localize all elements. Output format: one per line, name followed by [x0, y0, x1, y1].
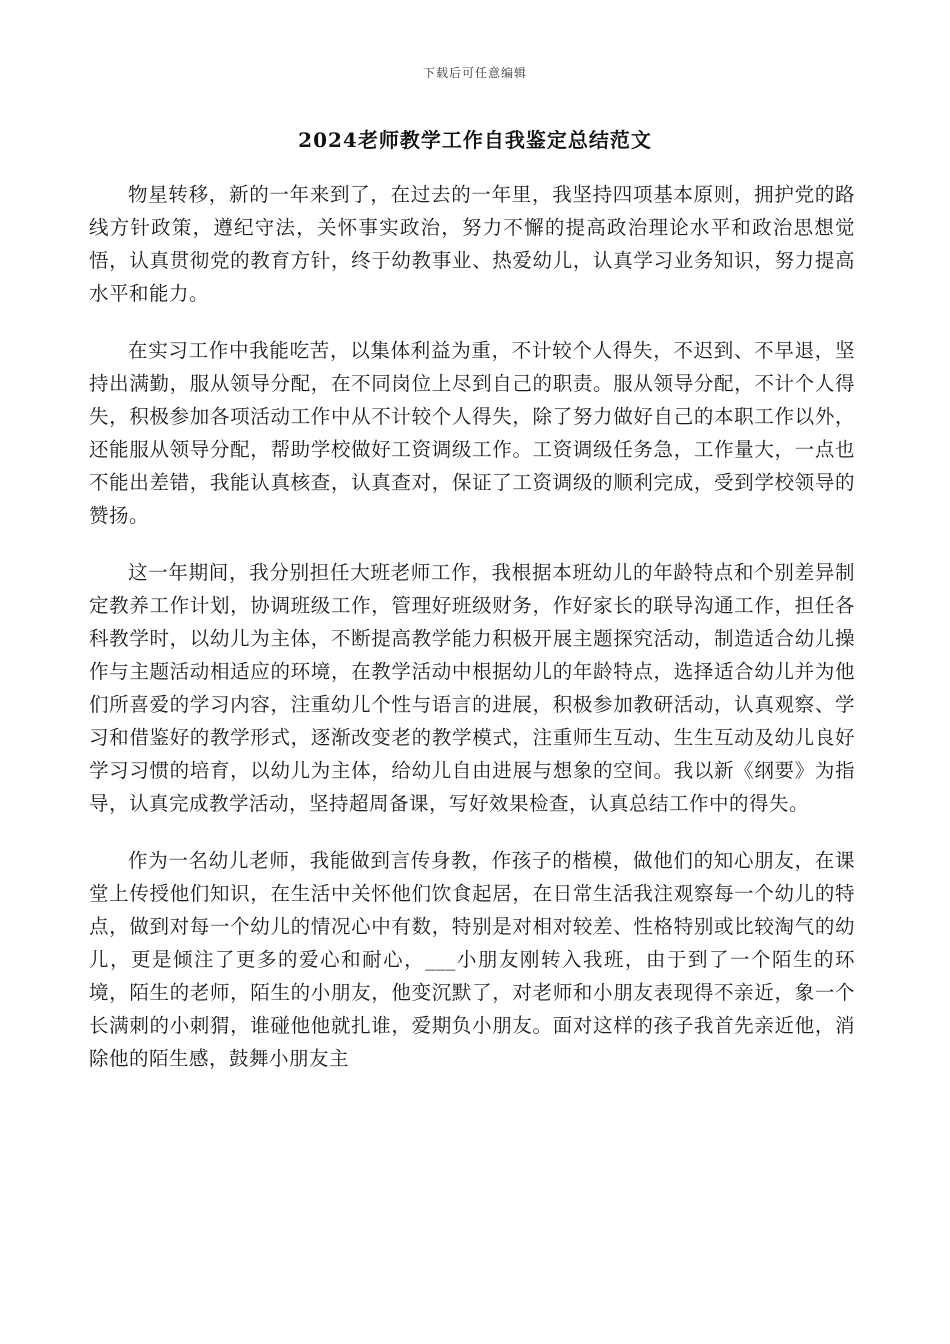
paragraph-4: 作为一名幼儿老师，我能做到言传身教，作孩子的楷模，做他们的知心朋友，在课堂上传授他们知识，在生活中关怀他们饮食起居，在日常生活我注观察每一个幼儿的特点，做到对每一个幼儿的情况心中有数，特别是对相对较差、性格特别或比较淘气的幼儿，更是倾注了更多的爱心和耐心，___小朋友刚转入我班，由于到了一个陌生的环境，陌生的老师，陌生的小朋友，他变沉默了，对老师和小朋友表现得不亲近，象一个长满刺的小刺猬，谁碰他他就扎谁，爱期负小朋友。面对这样的孩子我首先亲近他，消除他的陌生感，鼓舞小朋友主 — [89, 849, 855, 1070]
paragraph-1: 物星转移，新的一年来到了，在过去的一年里，我坚持四项基本原则，拥护党的路线方针政策，遵纪守法，关怀事实政治，努力不懈的提高政治理论水平和政治思想觉悟，认真贯彻党的教育方针，终于幼教事业、热爱幼儿，认真学习业务知识，努力提高水平和能力。 — [89, 183, 855, 305]
document-body — [89, 178, 855, 1099]
document-title: 2024老师教学工作自我鉴定总结范文 — [298, 128, 652, 152]
paragraph-2: 在实习工作中我能吃苦，以集体利益为重，不计较个人得失，不迟到、不早退，坚持出满勤，服从领导分配，在不同岗位上尽到自己的职责。服从领导分配，不计个人得失，积极参加各项活动工作中从不计较个人得失，除了努力做好自己的本职工作以外，还能服从领导分配，帮助学校做好工资调级工作。工资调级任务急，工作量大，一点也不能出差错，我能认真核查，认真查对，保证了工资调级的顺利完成，受到学校领导的赞扬。 — [89, 339, 855, 527]
header-note: 下载后可任意编辑 — [422, 66, 527, 80]
paragraph-3: 这一年期间，我分别担任大班老师工作，我根据本班幼儿的年龄特点和个别差异制定教养工作计划，协调班级工作，管理好班级财务，作好家长的联导沟通工作，担任各科教学时，以幼儿为主体，不断提高教学能力积极开展主题探究活动，制造适合幼儿操作与主题活动相适应的环境，在教学活动中根据幼儿的年龄特点，选择适合幼儿并为他们所喜爱的学习内容，注重幼儿个性与语言的进展，积极参加教研活动，认真观察、学习和借鉴好的教学形式，逐渐改变老的教学模式，注重师生互动、生生互动及幼儿良好学习习惯的培育，以幼儿为主体，给幼儿自由进展与想象的空间。我以新《纲要》为指导，认真完成教学活动，坚持超周备课，写好效果检查，认真总结工作中的得失。 — [89, 561, 855, 815]
